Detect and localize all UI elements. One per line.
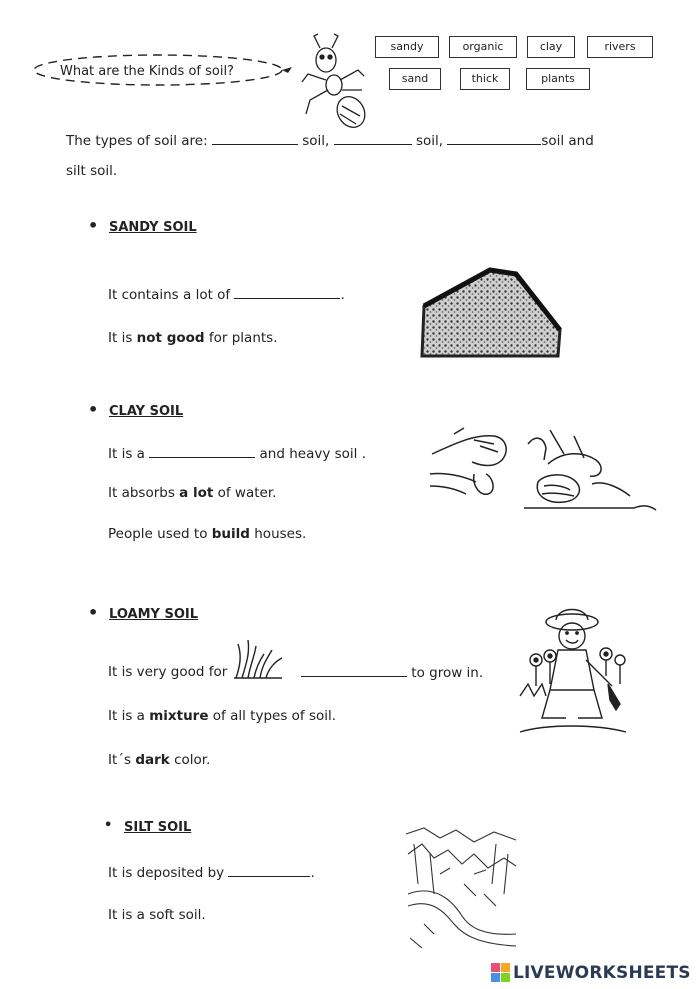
word-bank-clay[interactable]: clay: [527, 36, 575, 58]
intro-blank-3[interactable]: [447, 132, 541, 145]
sand-pile-illustration: [420, 266, 562, 360]
bullet-sandy: •: [88, 216, 99, 235]
silt-s1-pre: It is deposited by: [108, 865, 225, 881]
clay-s3-bold: build: [211, 526, 250, 542]
intro-blank-1[interactable]: [212, 132, 298, 145]
clay-sentence-1: [108, 445, 366, 462]
clay-s2-bold: a lot: [179, 485, 214, 501]
liveworksheets-logo-icon: [491, 963, 511, 983]
sandy-s2-bold: not good: [136, 330, 205, 346]
river-valley-illustration: [404, 824, 520, 956]
intro-sentence: [66, 132, 594, 149]
liveworksheets-logo-text: LIVEWORKSHEETS: [513, 963, 691, 983]
clay-sentence-2: [108, 485, 276, 501]
loamy-s2-post: of all types of soil.: [212, 708, 337, 724]
sandy-blank[interactable]: [234, 286, 340, 299]
clay-s3-post: houses.: [254, 526, 307, 542]
word-bank-plants[interactable]: plants: [526, 68, 590, 90]
loamy-s3-bold: dark: [135, 752, 170, 768]
loamy-s3-post: color.: [174, 752, 211, 768]
loamy-blank[interactable]: [301, 664, 407, 677]
intro-prefix: The types of soil are:: [66, 133, 208, 149]
clay-s1-pre: It is a: [108, 446, 145, 462]
heading-silt-soil: SILT SOIL: [124, 820, 192, 835]
sandy-s1-text: It contains a lot of: [108, 287, 231, 303]
hands-molding-clay-illustration: [424, 424, 660, 516]
word-bank-thick[interactable]: thick: [460, 68, 510, 90]
sandy-s2-post: for plants.: [208, 330, 278, 346]
loamy-sentence-1b: [301, 664, 483, 681]
loamy-s2-pre: It is a: [108, 708, 145, 724]
sandy-sentence-1: [108, 286, 345, 303]
loamy-sentence-1a: It is very good for: [108, 664, 228, 680]
sandy-s2-pre: It is: [108, 330, 133, 346]
loamy-s1-post: to grow in.: [411, 665, 484, 681]
clay-s2-pre: It absorbs: [108, 485, 175, 501]
sandy-sentence-2: [108, 330, 278, 346]
silt-blank[interactable]: [228, 864, 310, 877]
clay-s1-post: and heavy soil .: [259, 446, 366, 462]
silt-s1-post: .: [310, 865, 315, 881]
heading-sandy-soil: SANDY SOIL: [109, 220, 197, 235]
loamy-sentence-2: [108, 708, 336, 724]
word-bank-sandy[interactable]: sandy: [375, 36, 439, 58]
word-bank-sand[interactable]: sand: [389, 68, 441, 90]
clay-s3-pre: People used to: [108, 526, 208, 542]
loamy-s2-bold: mixture: [149, 708, 209, 724]
grass-icon: [232, 636, 284, 680]
clay-sentence-3: [108, 526, 306, 542]
clay-blank[interactable]: [149, 445, 255, 458]
clay-s2-post: of water.: [217, 485, 277, 501]
sandy-s1-end: .: [340, 287, 345, 303]
word-bank-rivers[interactable]: rivers: [587, 36, 653, 58]
loamy-s3-pre: It´s: [108, 752, 132, 768]
ant-illustration: [296, 30, 376, 130]
bullet-clay: •: [88, 400, 99, 419]
gardener-illustration: [516, 600, 630, 740]
silt-sentence-1: [108, 864, 315, 881]
intro-line-2: silt soil.: [66, 163, 118, 179]
bullet-silt: •: [104, 818, 113, 833]
intro-soil-1: soil,: [302, 133, 330, 149]
intro-soil-2: soil,: [415, 133, 444, 149]
bullet-loamy: •: [88, 603, 99, 622]
heading-loamy-soil: LOAMY SOIL: [109, 607, 198, 622]
loamy-sentence-3: [108, 752, 210, 768]
question-text: What are the Kinds of soil?: [60, 64, 234, 79]
heading-clay-soil: CLAY SOIL: [109, 404, 184, 419]
intro-soil-3: soil and: [541, 133, 594, 149]
liveworksheets-logo: [491, 962, 691, 984]
word-bank-organic[interactable]: organic: [449, 36, 517, 58]
silt-sentence-2: It is a soft soil.: [108, 907, 206, 923]
intro-blank-2[interactable]: [334, 132, 412, 145]
